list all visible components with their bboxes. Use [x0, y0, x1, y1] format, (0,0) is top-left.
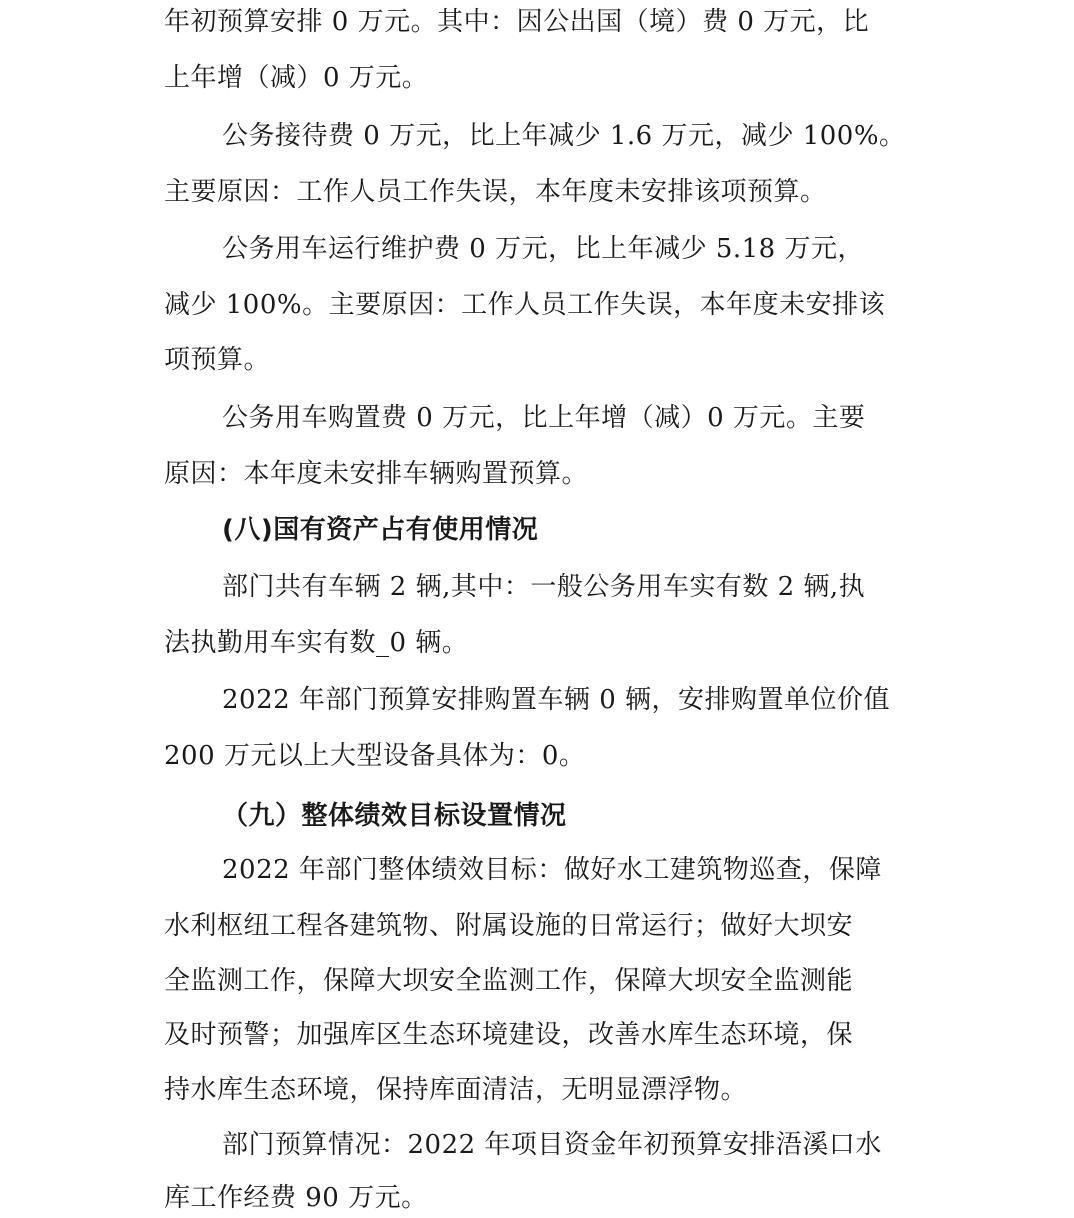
- line-text: 全监测工作，保障大坝安全监测工作，保障大坝安全监测能: [164, 966, 854, 996]
- line-text: 200 万元以上大型设备具体为：0。: [164, 741, 586, 771]
- line-text: 年初预算安排 0 万元。其中：因公出国（境）费 0 万元，比: [164, 7, 870, 37]
- line-text: 上年增（减）0 万元。: [164, 63, 429, 93]
- text-line: [0, 58, 1074, 98]
- line-text: 2022 年部门预算安排购置车辆 0 辆，安排购置单位价值: [222, 685, 891, 715]
- line-text: 公务接待费 0 万元，比上年减少 1.6 万元，减少 100%。: [222, 121, 906, 151]
- text-line: [0, 454, 1074, 494]
- text-line: [0, 623, 1074, 663]
- line-text: 部门预算情况：2022 年项目资金年初预算安排浯溪口水: [222, 1130, 882, 1160]
- text-line: [0, 906, 1074, 946]
- text-line: [0, 116, 1074, 156]
- text-line: [0, 2, 1074, 42]
- text-line: [0, 340, 1074, 380]
- heading-text: (八)国有资产占有使用情况: [222, 515, 539, 545]
- text-line: [0, 285, 1074, 325]
- text-line: [0, 1178, 1074, 1218]
- line-text: 减少 100%。主要原因：工作人员工作失误，本年度未安排该: [164, 290, 886, 320]
- line-text: 法执勤用车实有数_0 辆。: [164, 628, 469, 658]
- text-line: [0, 961, 1074, 1001]
- line-text: 主要原因：工作人员工作失误，本年度未安排该项预算。: [164, 177, 827, 207]
- text-line: [0, 567, 1074, 607]
- line-text: 库工作经费 90 万元。: [164, 1183, 428, 1213]
- line-text: 公务用车运行维护费 0 万元，比上年减少 5.18 万元，: [222, 234, 864, 264]
- line-text: 原因：本年度未安排车辆购置预算。: [164, 459, 589, 489]
- line-text: 水利枢纽工程各建筑物、附属设施的日常运行；做好大坝安: [164, 911, 854, 941]
- line-text: 及时预警；加强库区生态环境建设，改善水库生态环境，保: [164, 1020, 854, 1050]
- text-line: [0, 1070, 1074, 1110]
- line-text: 公务用车购置费 0 万元，比上年增（减）0 万元。主要: [222, 403, 866, 433]
- text-line: [0, 850, 1074, 890]
- line-text: 项预算。: [164, 345, 271, 375]
- heading-text: （九）整体绩效目标设置情况: [222, 801, 567, 831]
- section-heading: [0, 796, 1074, 836]
- text-line: [0, 398, 1074, 438]
- line-text: 持水库生态环境，保持库面清洁，无明显漂浮物。: [164, 1075, 748, 1105]
- text-line: [0, 736, 1074, 776]
- text-line: [0, 680, 1074, 720]
- text-line: [0, 229, 1074, 269]
- section-heading: [0, 510, 1074, 550]
- text-line: [0, 1015, 1074, 1055]
- text-line: [0, 1125, 1074, 1165]
- text-line: [0, 172, 1074, 212]
- line-text: 2022 年部门整体绩效目标：做好水工建筑物巡查，保障: [222, 855, 882, 885]
- line-text: 部门共有车辆 2 辆,其中：一般公务用车实有数 2 辆,执: [222, 572, 866, 602]
